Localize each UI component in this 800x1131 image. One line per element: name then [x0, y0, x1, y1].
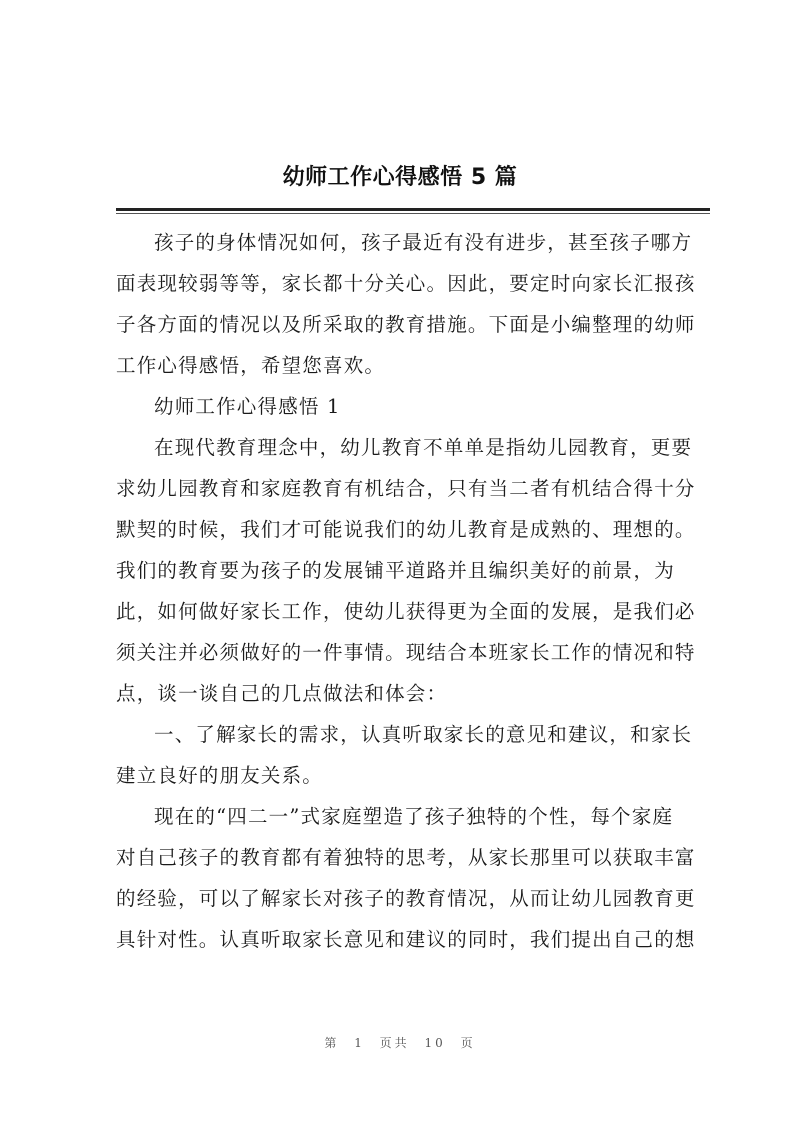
- body-line: 求幼儿园教育和家庭教育有机结合，只有当二者有机结合得十分: [116, 477, 696, 500]
- document-title: 幼师工作心得感悟 5 篇: [282, 165, 518, 190]
- footer-suffix: 页: [460, 1036, 476, 1050]
- section-heading: 幼师工作心得感悟 1: [154, 395, 341, 418]
- page-footer: [0, 1034, 800, 1051]
- body-line: 孩子的身体情况如何，孩子最近有没有进步，甚至孩子哪方: [154, 231, 693, 254]
- body-line: 默契的时候，我们才可能说我们的幼儿教育是成熟的、理想的。: [116, 518, 696, 541]
- body-line: 我们的教育要为孩子的发展铺平道路并且编织美好的前景，为: [116, 559, 675, 582]
- footer-prefix: 第: [324, 1036, 340, 1050]
- body-line: 子各方面的情况以及所采取的教育措施。下面是小编整理的幼师: [116, 313, 696, 336]
- body-line: 一、了解家长的需求，认真听取家长的意见和建议，和家长: [154, 723, 693, 746]
- body-line: 建立良好的朋友关系。: [116, 764, 324, 787]
- body-line: 此，如何做好家长工作，使幼儿获得更为全面的发展，是我们必: [116, 600, 696, 623]
- body-line: 面表现较弱等等，家长都十分关心。因此，要定时向家长汇报孩: [116, 272, 696, 295]
- body-line: 现在的“四二一”式家庭塑造了孩子独特的个性，每个家庭: [154, 805, 674, 828]
- title-rule-thick: [116, 208, 710, 211]
- body-line: 在现代教育理念中，幼儿教育不单单是指幼儿园教育，更要: [154, 436, 693, 459]
- footer-page-number: 1: [354, 1036, 365, 1050]
- title-rule-thin: [116, 213, 710, 214]
- footer-total-pages: 10: [424, 1036, 446, 1050]
- document-body: [116, 222, 710, 960]
- body-line: 的经验，可以了解家长对孩子的教育情况，从而让幼儿园教育更: [116, 887, 696, 910]
- body-line: 须关注并必须做好的一件事情。现结合本班家长工作的情况和特: [116, 641, 696, 664]
- body-line: 对自己孩子的教育都有着独特的思考，从家长那里可以获取丰富: [116, 846, 696, 869]
- body-line: 工作心得感悟，希望您喜欢。: [116, 354, 386, 377]
- body-line: 具针对性。认真听取家长意见和建议的同时，我们提出自己的想: [116, 928, 696, 951]
- footer-middle: 页共: [379, 1036, 410, 1050]
- body-line: 点，谈一谈自己的几点做法和体会：: [116, 682, 448, 705]
